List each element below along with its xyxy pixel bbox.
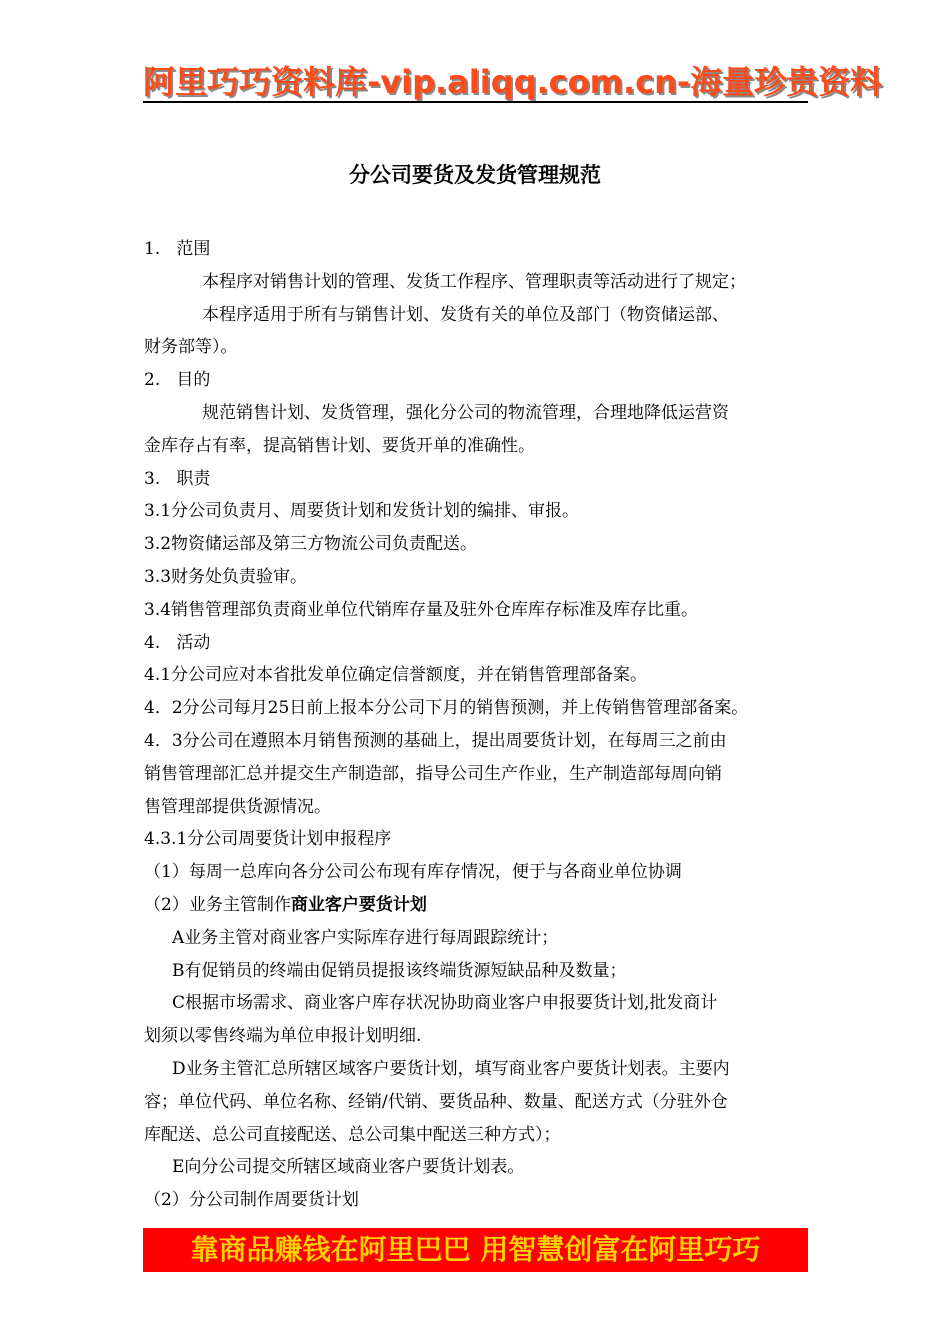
subsection-heading: 4.3.1分公司周要货计划申报程序 [144,829,392,850]
header-divider [143,101,808,103]
paragraph-line: 3.3财务处负责验审。 [144,566,308,587]
paragraph-line: 3.1分公司负责月、周要货计划和发货计划的编排、审报。 [144,501,580,522]
paragraph-line: 库配送、总公司直接配送、总公司集中配送三种方式）； [144,1124,561,1145]
paragraph-line: （1）每周一总库向各分公司公布现有库存情况，便于与各商业单位协调 [144,862,682,883]
document-body [144,233,820,1217]
paragraph-line: 财务部等）。 [144,337,238,358]
paragraph-line [144,889,820,922]
footer-banner: 靠商品赚钱在阿里巴巴 用智慧创富在阿里巧巧 [143,1228,808,1272]
section-heading-purpose: 2. 目的 [144,370,211,391]
paragraph-line: 销售管理部汇总并提交生产制造部，指导公司生产作业，生产制造部每周向销 [144,763,722,784]
section-heading-scope: 1. 范围 [144,239,211,259]
section-heading-activities: 4. 活动 [144,632,211,653]
paragraph-line: 划须以零售终端为单位申报计划明细. [144,1026,422,1047]
paragraph-line: 4．3分公司在遵照本月销售预测的基础上，提出周要货计划，在每周三之前由 [144,730,727,751]
paragraph-line: 本程序适用于所有与销售计划、发货有关的单位及部门（物资储运部、 [202,304,729,325]
paragraph-line: 容；单位代码、单位名称、经销/代销、要货品种、数量、配送方式（分驻外仓 [144,1091,728,1112]
bold-term: 商业客户要货计划 [290,894,427,915]
paragraph-line: 本程序对销售计划的管理、发货工作程序、管理职责等活动进行了规定； [202,271,746,292]
list-item: B有促销员的终端由促销员提报该终端货源短缺品种及数量； [172,960,627,981]
paragraph-line: 4．2分公司每月25日前上报本分公司下月的销售预测，并上传销售管理部备案。 [144,698,749,719]
header-banner: 阿里巧巧资料库-vip.aliqq.com.cn-海量珍贵资料 [143,63,883,101]
paragraph-line: 4.1分公司应对本省批发单位确定信誉额度，并在销售管理部备案。 [144,665,648,686]
paragraph-text: （2）业务主管制作 [144,894,291,915]
paragraph-line: 规范销售计划、发货管理，强化分公司的物流管理，合理地降低运营资 [202,402,729,423]
list-item: D业务主管汇总所辖区域客户要货计划，填写商业客户要货计划表。主要内 [172,1058,730,1079]
paragraph-line: 3.2物资储运部及第三方物流公司负责配送。 [144,534,478,555]
section-heading-responsibilities: 3. 职责 [144,468,211,489]
paragraph-line: 金库存占有率，提高销售计划、要货开单的准确性。 [144,435,535,456]
paragraph-line: 售管理部提供货源情况。 [144,796,331,817]
list-item: C根据市场需求、商业客户库存状况协助商业客户申报要货计划,批发商计 [172,993,718,1014]
document-title: 分公司要货及发货管理规范 [349,163,601,187]
paragraph-line: （2）分公司制作周要货计划 [144,1190,359,1211]
list-item: A业务主管对商业客户实际库存进行每周跟踪统计； [172,927,559,948]
paragraph-line: 3.4销售管理部负责商业单位代销库存量及驻外仓库库存标准及库存比重。 [144,599,699,620]
list-item: E向分公司提交所辖区域商业客户要货计划表。 [172,1157,525,1178]
